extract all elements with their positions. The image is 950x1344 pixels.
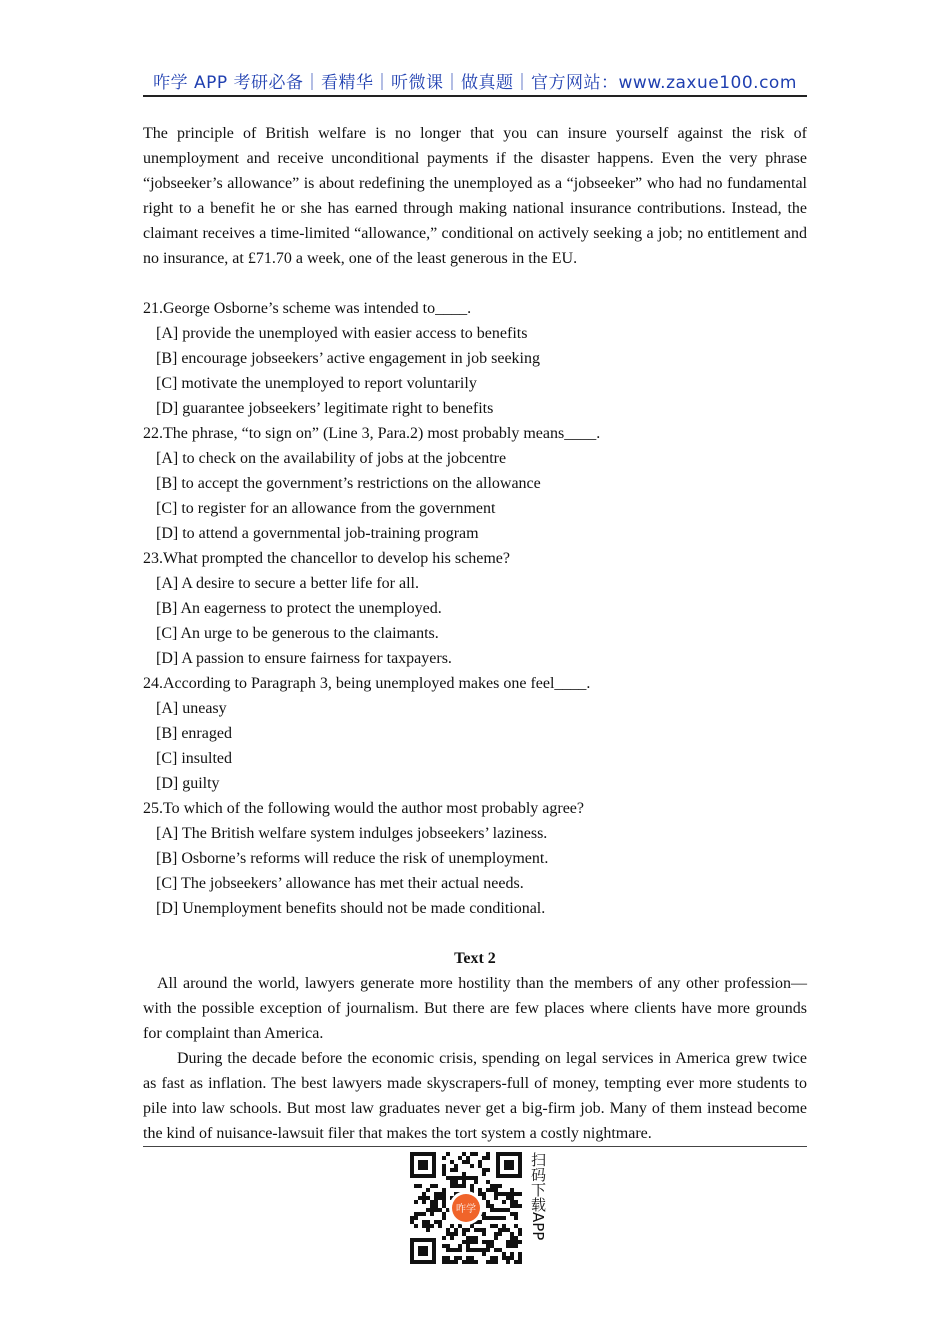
- question-option: [D] A passion to ensure fairness for taxpayers.: [156, 650, 452, 667]
- question-option: [A] provide the unemployed with easier access to benefits: [156, 325, 528, 342]
- question-option: [C] motivate the unemployed to report voluntarily: [156, 375, 477, 392]
- question-option: [B] enraged: [156, 725, 232, 742]
- question-stem: 25.To which of the following would the author most probably agree?: [143, 800, 584, 817]
- question-option: [B] Osborne’s reforms will reduce the risk of unemployment.: [156, 850, 549, 867]
- question-option: [C] An urge to be generous to the claimants.: [156, 625, 439, 642]
- question-option: [B] An eagerness to protect the unemployed.: [156, 600, 442, 617]
- question-list: [143, 296, 807, 921]
- page-content: [143, 121, 807, 1146]
- question-stem: 23.What prompted the chancellor to develop his scheme?: [143, 550, 510, 567]
- question-option: [C] The jobseekers’ allowance has met their actual needs.: [156, 875, 524, 892]
- question-option: [B] encourage jobseekers’ active engagement in job seeking: [156, 350, 540, 367]
- header-divider: [143, 95, 807, 97]
- question-stem: 21.George Osborne’s scheme was intended to____.: [143, 300, 472, 317]
- passage-paragraph: The principle of British welfare is no longer that you can insure yourself against the risk of unemployment and receive unconditional payments if the disaster happens. Even the very phrase “jobseeker’s allowance” is about redefining the unemployed as a “jobseeker” who had no fundamental right to a benefit he or she has earned through making national insurance contributions. Instead, the claimant receives a time-limited “allowance,” conditional on actively seeking a job; no entitlement and no insurance, at £71.70 a week, one of the least generous in the EU.: [143, 125, 807, 267]
- question-option: [B] to accept the government’s restrictions on the allowance: [156, 475, 541, 492]
- question-option: [A] A desire to secure a better life for all.: [156, 575, 419, 592]
- app-logo-text: 咋学: [456, 1204, 476, 1215]
- question-stem: 22.The phrase, “to sign on” (Line 3, Para.2) most probably means____.: [143, 425, 601, 442]
- question-option: [D] guarantee jobseekers’ legitimate right to benefits: [156, 400, 494, 417]
- qr-code[interactable]: [408, 1150, 524, 1266]
- question-option: [C] to register for an allowance from the government: [156, 500, 496, 517]
- question-option: [A] The British welfare system indulges jobseekers’ laziness.: [156, 825, 548, 842]
- question-option: [A] uneasy: [156, 700, 227, 717]
- section-title: Text 2: [454, 950, 496, 967]
- text2-paragraph-1: All around the world, lawyers generate more hostility than the members of any other profession—with the possible exception of journalism. But there are few places where clients have more grounds for complaint than America.: [143, 975, 807, 1042]
- question-stem: 24.According to Paragraph 3, being unemployed makes one feel____.: [143, 675, 591, 692]
- question-option: [A] to check on the availability of jobs at the jobcentre: [156, 450, 507, 467]
- question-option: [D] Unemployment benefits should not be made conditional.: [156, 900, 546, 917]
- question-option: [C] insulted: [156, 750, 232, 767]
- footer-divider: [143, 1146, 807, 1147]
- qr-caption: 扫码下载APP: [529, 1152, 547, 1241]
- text2-paragraph-2: During the decade before the economic crisis, spending on legal services in America grew twice as fast as inflation. The best lawyers made skyscrapers-full of money, tempting ever more students to pile into law schools. But most law graduates never get a big-firm job. Many of them instead become the kind of nuisance-lawsuit filer that makes the tort system a costly nightmare.: [143, 1050, 807, 1142]
- qr-code-icon: [408, 1150, 524, 1266]
- question-option: [D] guilty: [156, 775, 220, 792]
- question-option: [D] to attend a governmental job-training program: [156, 525, 479, 542]
- page-header: 咋学 APP 考研必备｜看精华｜听微课｜做真题｜官方网站：www.zaxue100.com: [153, 73, 797, 93]
